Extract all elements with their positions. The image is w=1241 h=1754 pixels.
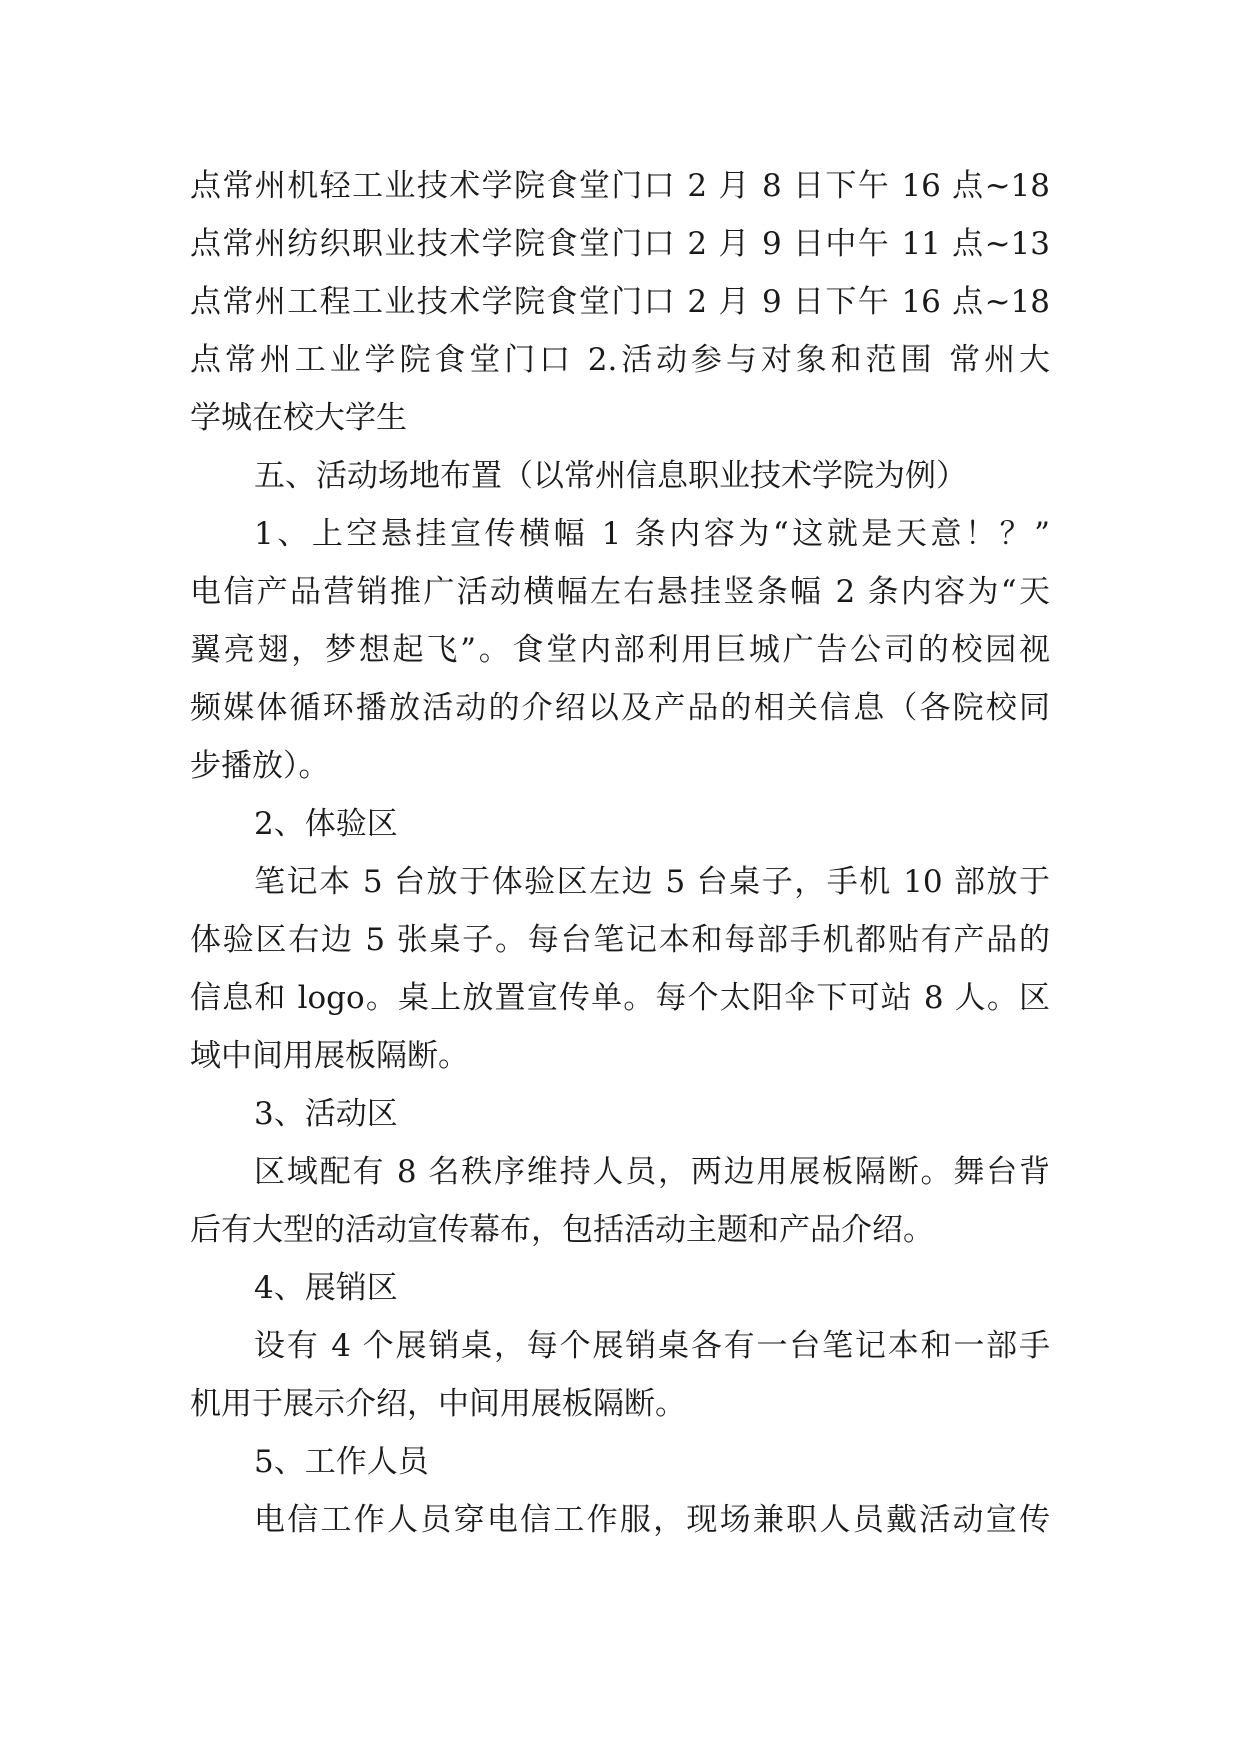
section-heading: 五、活动场地布置（以常州信息职业技术学院为例） (254, 458, 967, 494)
text-line: 体验区右边 5 张桌子。每台笔记本和每部手机都贴有产品的 (190, 922, 1050, 958)
text-line: 学城在校大学生 (190, 400, 407, 436)
text-line: 域中间用展板隔断。 (190, 1038, 469, 1074)
text-line: 区域配有 8 名秩序维持人员，两边用展板隔断。舞台背 (254, 1154, 1050, 1190)
subsection-heading: 2、体验区 (254, 806, 398, 842)
text-line: 1、上空悬挂宣传横幅 1 条内容为“这就是天意！？” (254, 516, 1050, 552)
text-line: 后有大型的活动宣传幕布，包括活动主题和产品介绍。 (190, 1212, 934, 1248)
text-line: 点常州纺织职业技术学院食堂门口 2 月 9 日中午 11 点~13 (190, 226, 1050, 262)
text-line: 点常州机轻工业技术学院食堂门口 2 月 8 日下午 16 点~18 (190, 168, 1050, 204)
text-line: 设有 4 个展销桌，每个展销桌各有一台笔记本和一部手 (254, 1328, 1050, 1364)
text-line: 信息和 logo。桌上放置宣传单。每个太阳伞下可站 8 人。区 (190, 980, 1050, 1016)
text-line: 机用于展示介绍，中间用展板隔断。 (190, 1386, 686, 1422)
subsection-heading: 4、展销区 (254, 1270, 398, 1306)
subsection-heading: 3、活动区 (254, 1096, 398, 1132)
text-line: 电信产品营销推广活动横幅左右悬挂竖条幅 2 条内容为“天 (190, 574, 1050, 610)
text-line: 步播放）。 (190, 748, 330, 784)
text-line: 电信工作人员穿电信工作服，现场兼职人员戴活动宣传 (254, 1502, 1050, 1538)
text-line: 笔记本 5 台放于体验区左边 5 台桌子，手机 10 部放于 (254, 864, 1050, 900)
text-line: 翼亮翅，梦想起飞”。食堂内部利用巨城广告公司的校园视 (190, 632, 1050, 668)
text-line: 点常州工程工业技术学院食堂门口 2 月 9 日下午 16 点~18 (190, 284, 1050, 320)
text-line: 点常州工业学院食堂门口 2.活动参与对象和范围 常州大 (190, 342, 1050, 378)
subsection-heading: 5、工作人员 (254, 1444, 429, 1480)
text-line: 频媒体循环播放活动的介绍以及产品的相关信息（各院校同 (190, 690, 1050, 726)
